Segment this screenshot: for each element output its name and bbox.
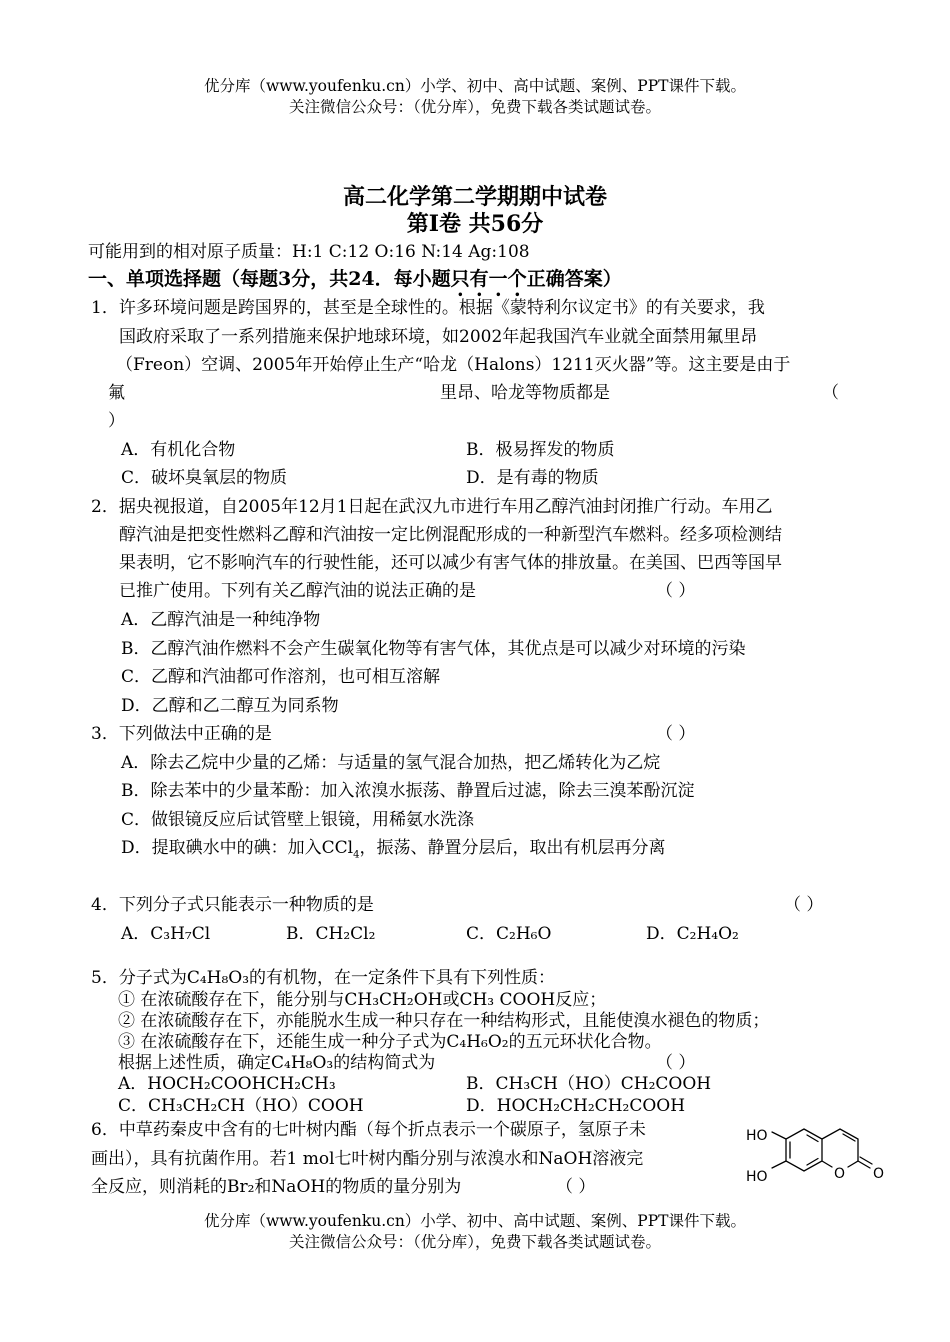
q3-option-d [121,840,665,860]
q5-option-a: A．HOCH₂COOHCH₂CH₃ [118,1074,336,1094]
q4-line-1: 4．下列分子式只能表示一种物质的是 [91,895,374,915]
oh-bond-bottom [772,1161,786,1168]
q2-answer-paren: （ ） [656,581,696,601]
q5-condition-2: ② 在浓硫酸存在下，亦能脱水生成一种只存在一种结构形式，且能使溴水褪色的物质； [118,1011,770,1031]
q1-option-a: A．有机化合物 [121,440,236,460]
section-heading-emphasis: 只有一个 [450,268,527,290]
q5-answer-paren: （ ） [656,1053,696,1073]
q6-answer-paren: （ ） [556,1177,596,1197]
pyrone-ring [822,1129,858,1167]
q6-line-2: 画出），具有抗菌作用。若1 mol七叶树内酯分别与浓溴水和NaOH溶液完 [91,1149,644,1169]
q2-line-1: 2．据央视报道，自2005年12月1日起在武汉九市进行车用乙醇汽油封闭推广行动。车用乙 [91,497,773,517]
ring-o-bond [822,1161,832,1167]
q5-condition-3: ③ 在浓硫酸存在下，还能生成一种分子式为C₄H₆O₂的五元环状化合物。 [118,1032,662,1052]
q5-option-d: D．HOCH₂CH₂CH₂COOH [466,1096,686,1116]
q1-line-4b: 里昂、哈龙等物质都是 [440,383,610,403]
pyrone-double-bond [843,1134,855,1141]
q1-paren-close: ） [108,411,125,431]
q2-line-3: 果表明，它不影响汽车的行驶性能，还可以减少有害气体的排放量。在美国、巴西等国早 [119,553,782,573]
q1-line-3: （Freon）空调、2005年开始停止生产“哈龙（Halons）1211灭火器”等。这主要是由于 [116,355,791,375]
oh-bond-top [772,1132,786,1139]
q3-option-d-sub: 4 [353,849,360,861]
section-heading-end: 正确答案） [526,268,622,290]
benzene-ring [786,1129,822,1171]
q3-option-d-pre: D．提取碘水中的碘：加入CCl [121,838,354,858]
atomic-masses: 可能用到的相对原子质量：H:1 C:12 O:16 N:14 Ag:108 [88,242,530,262]
q2-line-4: 已推广使用。下列有关乙醇汽油的说法正确的是 [119,581,476,601]
ring-oxygen-label: O [834,1166,846,1182]
q2-option-a: A．乙醇汽油是一种纯净物 [121,610,321,630]
q3-option-a: A．除去乙烷中少量的乙烯：与适量的氢气混合加热，把乙烯转化为乙烷 [121,753,661,773]
q3-option-b: B．除去苯中的少量苯酚：加入浓溴水振荡、静置后过滤，除去三溴苯酚沉淀 [121,781,695,801]
q5-condition-1: ① 在浓硫酸存在下，能分别与CH₃CH₂OH或CH₃ COOH反应； [118,990,607,1010]
carbonyl-oxygen-label: O [873,1166,885,1182]
q5-line-1: 5．分子式为C₄H₈O₃的有机物，在一定条件下具有下列性质： [91,968,556,988]
section-heading [88,268,622,301]
esculetin-structure-diagram [740,1124,900,1204]
q2-option-d: D．乙醇和乙二醇互为同系物 [121,696,339,716]
q4-answer-paren: （ ） [784,895,824,915]
q1-line-1: 1．许多环境问题是跨国界的，甚至是全球性的。根据《蒙特利尔议定书》的有关要求，我 [91,298,765,318]
q4-option-a: A．C₃H₇Cl [121,924,211,944]
footer-line-1: 优分库（www.youfenku.cn）小学、初中、高中试题、案例、PPT课件下载。 [203,1212,747,1230]
q3-option-c: C．做银镜反应后试管壁上银镜，用稀氨水洗涤 [121,810,475,830]
q2-option-c: C．乙醇和汽油都可作溶剂，也可相互溶解 [121,667,441,687]
header-line-2: 关注微信公众号：（优分库），免费下载各类试题试卷。 [288,98,661,116]
page-title: 高二化学第二学期期中试卷 [342,184,607,210]
q4-option-d: D．C₂H₄O₂ [646,924,739,944]
q5-option-c: C．CH₃CH₂CH（HO）COOH [118,1096,364,1116]
q1-option-d: D．是有毒的物质 [466,468,599,488]
q2-option-b: B．乙醇汽油作燃料不会产生碳氧化物等有害气体，其优点是可以减少对环境的污染 [121,639,746,659]
q5-line-5: 根据上述性质，确定C₄H₈O₃的结构简式为 [118,1053,436,1073]
q4-option-b: B．CH₂Cl₂ [286,924,376,944]
q3-answer-paren: （ ） [656,724,696,744]
ho-bottom-label: HO [746,1169,768,1185]
q6-line-3: 全反应，则消耗的Br₂和NaOH的物质的量分别为 [91,1177,462,1197]
q1-line-2: 国政府采取了一系列措施来保护地球环境，如2002年起我国汽车业就全面禁用氟里昂 [119,327,758,347]
section-heading-main: 一、单项选择题（每题3分，共24．每小题 [88,268,451,290]
page-subtitle: 第Ⅰ卷 共56分 [406,211,544,237]
q1-option-c: C．破坏臭氧层的物质 [121,468,288,488]
q6-line-1: 6．中草药秦皮中含有的七叶树内酯（每个折点表示一个碳原子，氢原子未 [91,1120,646,1140]
q3-line-1: 3．下列做法中正确的是 [91,724,272,744]
q2-line-2: 醇汽油是把变性燃料乙醇和汽油按一定比例混配形成的一种新型汽车燃料。经多项检测结 [119,525,782,545]
q3-option-d-post: ，振荡、静置分层后，取出有机层再分离 [359,838,666,858]
q5-option-b: B．CH₃CH（HO）CH₂COOH [466,1074,712,1094]
q1-paren-open: （ [822,383,839,403]
q1-line-4a: 氟 [108,383,125,403]
header-line-1: 优分库（www.youfenku.cn）小学、初中、高中试题、案例、PPT课件下载。 [203,77,747,95]
footer-line-2: 关注微信公众号：（优分库），免费下载各类试题试卷。 [288,1233,661,1251]
q1-option-b: B．极易挥发的物质 [466,440,615,460]
q4-option-c: C．C₂H₆O [466,924,552,944]
ho-top-label: HO [746,1128,768,1144]
